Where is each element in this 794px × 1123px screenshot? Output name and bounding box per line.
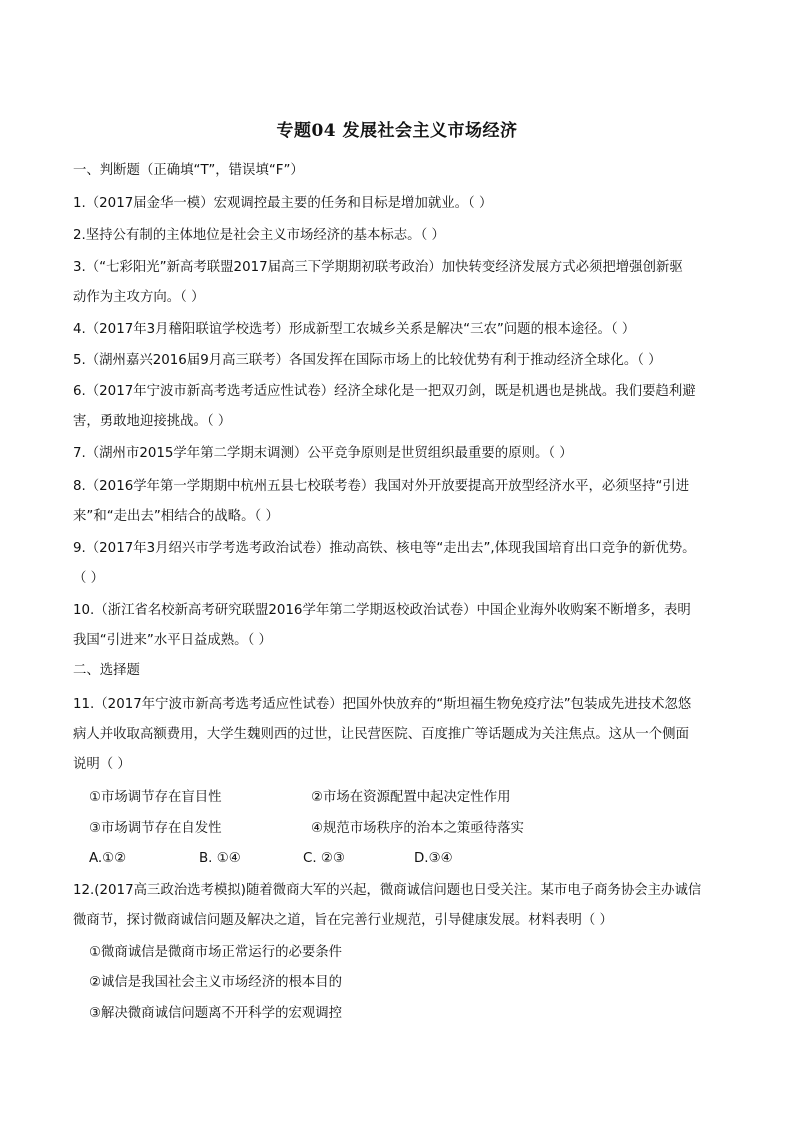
section-heading-choice: 二、选择题 bbox=[73, 663, 140, 678]
q12-statement-1: ①微商诚信是微商市场正常运行的必要条件 bbox=[89, 945, 343, 960]
q11-choice-d: D.③④ bbox=[414, 851, 453, 866]
question-6-line-2: 害，勇敢地迎接挑战。（ ） bbox=[73, 414, 232, 429]
question-9-line-2: （ ） bbox=[73, 571, 105, 586]
question-11-line-3: 说明（ ） bbox=[73, 757, 131, 772]
page-title: 专题04 发展社会主义市场经济 bbox=[276, 121, 518, 141]
question-11-line-2: 病人并收取高额费用，大学生魏则西的过世，让民营医院、百度推广等话题成为关注焦点。这从一个侧面 bbox=[73, 727, 689, 742]
q11-choice-c: C. ②③ bbox=[303, 851, 345, 866]
q12-statement-3: ③解决微商诚信问题离不开科学的宏观调控 bbox=[89, 1006, 343, 1021]
question-7: 7.（湖州市2015学年第二学期末调测）公平竞争原则是世贸组织最重要的原则。（ ） bbox=[73, 446, 573, 461]
question-9-line-1: 9.（2017年3月绍兴市学考选考政治试卷）推动高铁、核电等“走出去”,体现我国培育出口竞争的新优势。 bbox=[73, 541, 696, 556]
q12-statement-2: ②诚信是我国社会主义市场经济的根本目的 bbox=[89, 975, 343, 990]
question-10-line-1: 10.（浙江省名校新高考研究联盟2016学年第二学期返校政治试卷）中国企业海外收购案不断增多，表明 bbox=[73, 603, 691, 618]
q11-statement-2: ②市场在资源配置中起决定性作用 bbox=[311, 790, 511, 805]
question-3-line-2: 动作为主攻方向。（ ） bbox=[73, 290, 205, 305]
question-4: 4.（2017年3月稽阳联谊学校选考）形成新型工农城乡关系是解决“三农”问题的根本途径。（ ） bbox=[73, 322, 636, 337]
question-5: 5.（湖州嘉兴2016届9月高三联考）各国发挥在国际市场上的比较优势有利于推动经济全球化。（ ） bbox=[73, 353, 662, 368]
question-8-line-1: 8.（2016学年第一学期期中杭州五县七校联考卷）我国对外开放要提高开放型经济水平，必须坚持“引进 bbox=[73, 479, 690, 494]
question-12-line-2: 微商节，探讨微商诚信问题及解决之道，旨在完善行业规范，引导健康发展。材料表明（ ） bbox=[73, 913, 613, 928]
question-12-line-1: 12.(2017高三政治选考模拟)随着微商大军的兴起，微商诚信问题也日受关注。某市电子商务协会主办诚信 bbox=[73, 883, 702, 898]
q11-statement-4: ④规范市场秩序的治本之策亟待落实 bbox=[311, 821, 524, 836]
question-1: 1.（2017届金华一模）宏观调控最主要的任务和目标是增加就业。（ ） bbox=[73, 196, 493, 211]
question-6-line-1: 6.（2017年宁波市新高考选考适应性试卷）经济全球化是一把双刃剑，既是机遇也是挑战。我们要趋利避 bbox=[73, 384, 696, 399]
q11-choice-a: A.①② bbox=[89, 851, 127, 866]
question-3-line-1: 3.（“七彩阳光”新高考联盟2017届高三下学期期初联考政治）加快转变经济发展方式必须把增强创新驱 bbox=[73, 260, 683, 275]
question-10-line-2: 我国“引进来”水平日益成熟。（ ） bbox=[73, 633, 272, 648]
question-11-line-1: 11.（2017年宁波市新高考选考适应性试卷）把国外快放弃的“斯坦福生物免疫疗法”包装成先进技术忽悠 bbox=[73, 697, 692, 712]
question-8-line-2: 来”和“走出去”相结合的战略。（ ） bbox=[73, 509, 279, 524]
section-heading-judgement: 一、判断题（正确填“T”，错误填“F”） bbox=[73, 163, 304, 178]
q11-statement-1: ①市场调节存在盲目性 bbox=[89, 790, 222, 805]
q11-statement-3: ③市场调节存在自发性 bbox=[89, 821, 222, 836]
question-2: 2.坚持公有制的主体地位是社会主义市场经济的基本标志。（ ） bbox=[73, 228, 445, 243]
q11-choice-b: B. ①④ bbox=[199, 851, 241, 866]
